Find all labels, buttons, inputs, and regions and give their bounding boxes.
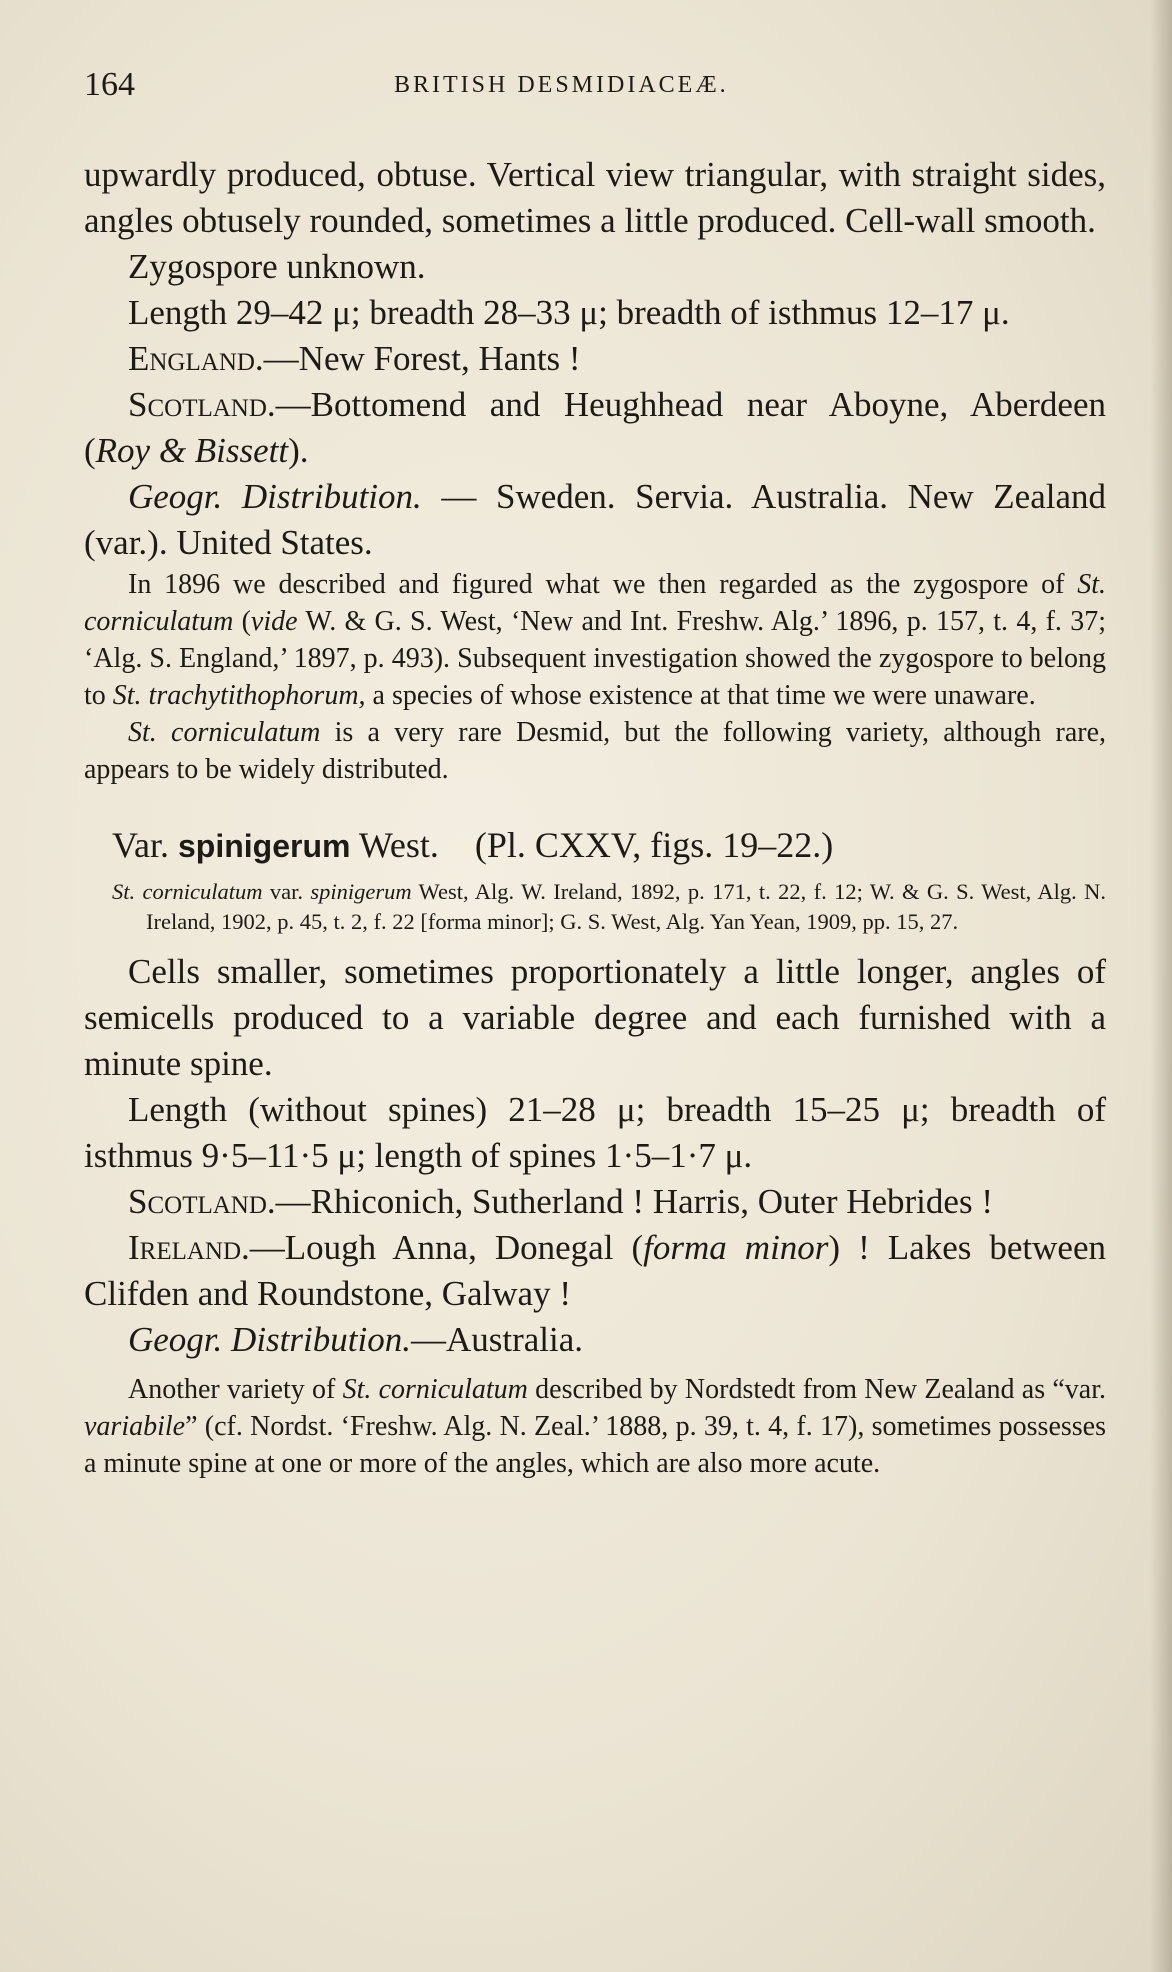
region-scotland: Scotland. [128,385,276,424]
variety-locality-ireland: Ireland.—Lough Anna, Donegal (forma minor) ! Lakes between Clifden and Roundstone, Galway ! [84,1228,1107,1313]
variety-dimensions: Length (without spines) 21–28 μ; breadth 15–25 μ; breadth of isthmus 9·5–11·5 μ; length of spines 1·5–1·7 μ. [84,1090,1106,1175]
nordstedt-variety-note: Another variety of St. corniculatum described by Nordstedt from New Zealand as “var. variabile” (cf. Nordst. ‘Freshw. Alg. N. Zeal.’ 1888, p. 39, t. 4, f. 17), sometimes possesses a minute spine at one or more of the angles, which are also more acute. [84,1374,1106,1479]
dimensions-line: Length 29–42 μ; breadth 28–33 μ; breadth of isthmus 12–17 μ. [128,293,1010,332]
running-head: BRITISH DESMIDIACEÆ. [394,72,729,98]
region-england: England. [128,339,264,378]
geographic-distribution: Geogr. Distribution. — Sweden. Servia. Australia. New Zealand (var.). United States. [84,477,1106,562]
plate-reference: (Pl. CXXV, figs. 19–22.) [474,825,834,865]
zygospore-line: Zygospore unknown. [128,247,426,286]
variety-synonymy: St. corniculatum var. spinigerum West, Alg. W. Ireland, 1892, p. 171, t. 22, f. 12; W. & G. S. West, Alg. N. Ireland, 1902, p. 45, t. 2, f. 22 [forma minor]; G. S. West, Alg. Yan Yean, 1909, pp. 15, 27. [112,879,1107,934]
rarity-note: St. corniculatum is a very rare Desmid, but the following variety, although rare, appears to be widely distributed. [84,717,1106,785]
variety-locality-scotland: Scotland.—Rhiconich, Sutherland ! Harris, Outer Hebrides ! [128,1182,993,1221]
locality-scotland: Scotland.—Bottomend and Heughhead near Aboyne, Aberdeen (Roy & Bissett). [84,385,1106,470]
page-edge-shadow [1150,0,1172,1972]
zygospore-note: In 1896 we described and figured what we then regarded as the zygospore of St. corniculatum (vide W. & G. S. West, ‘New and Int. Freshw. Alg.’ 1896, p. 157, t. 4, f. 37; ‘Alg. S. England,’ 1897, p. 493). Subsequent investigation showed the zygospore to belong to St. trachytithophorum, a species of whose existence at that time we were unaware. [84,569,1106,711]
page-body [84,152,1106,1482]
page-number: 164 [84,66,135,103]
variety-heading: Var. spinigerum West. (Pl. CXXV, figs. 19–22.) [112,825,834,865]
variety-description: Cells smaller, sometimes proportionately a little longer, angles of semicells produced to a variable degree and each furnished with a minute spine. [84,952,1106,1083]
locality-england: England.—New Forest, Hants ! [128,339,581,378]
variety-distribution: Geogr. Distribution.—Australia. [128,1320,583,1359]
page-header [84,66,1114,106]
description-continued: upwardly produced, obtuse. Vertical view triangular, with straight sides, angles obtusely rounded, sometimes a little produced. Cell-wall smooth. [84,155,1106,240]
variety-name: spinigerum [178,828,351,864]
